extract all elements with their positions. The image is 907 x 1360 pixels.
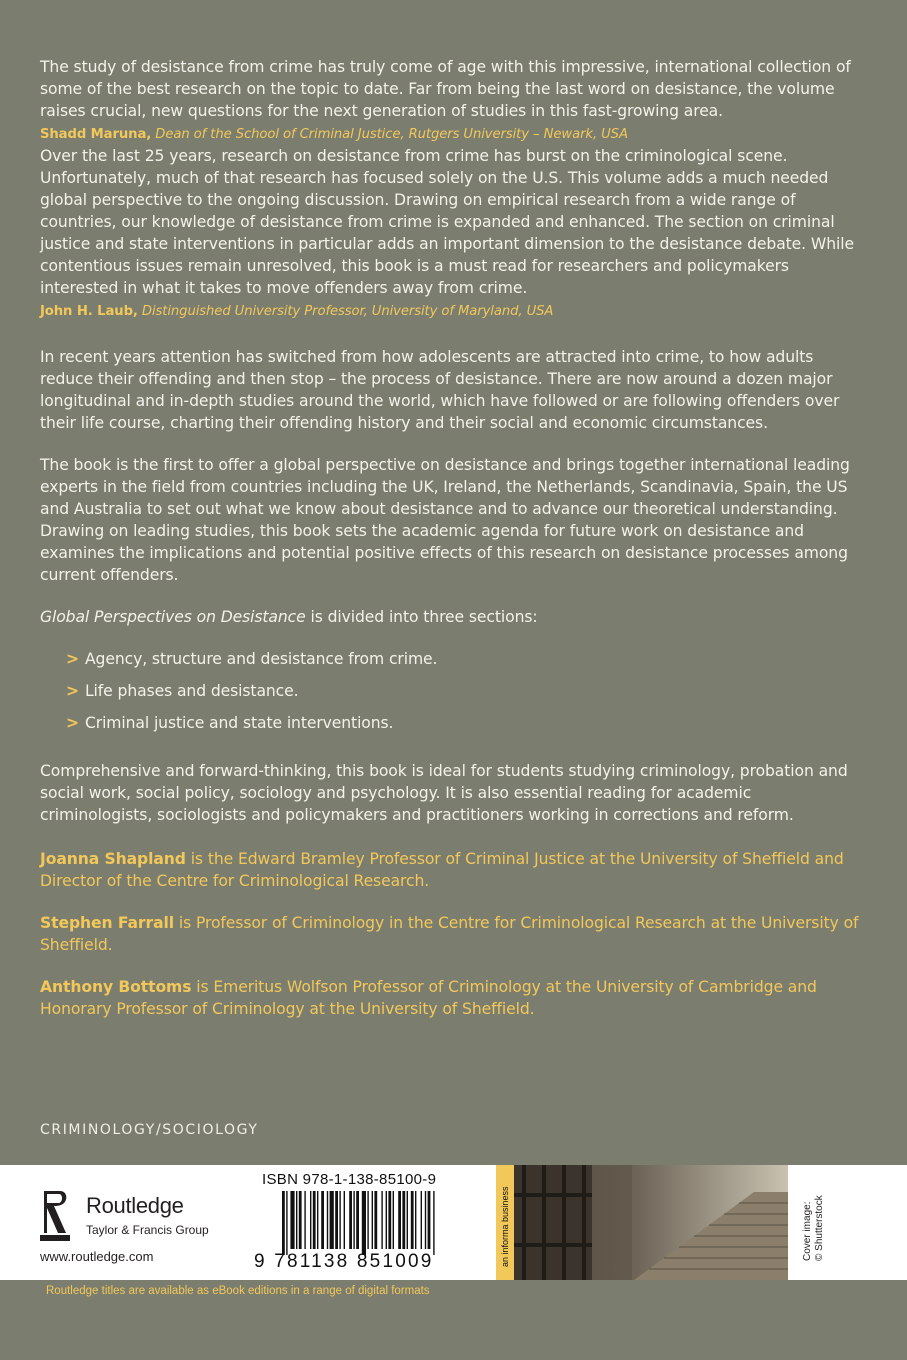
barcode-bar <box>374 1191 377 1249</box>
barcode-bar <box>286 1191 287 1255</box>
publisher-name: Routledge <box>86 1193 184 1218</box>
author-bio: Anthony Bottoms is Emeritus Wolfson Professor of Criminology at the University of Cambridge and Honorary Professor of Criminology at the University of Sheffield. <box>40 978 817 1018</box>
description-paragraph: Comprehensive and forward-thinking, this book is ideal for students studying criminology, probation and social work, social policy, sociology and psychology. It is also essential reading for academic criminologists, sociologists and policymakers and practitioners working in corrections and reform. <box>40 762 848 824</box>
barcode-bar <box>398 1191 401 1249</box>
cover-photo <box>514 1165 788 1280</box>
author-bio: Joanna Shapland is the Edward Bramley Professor of Criminal Justice at the University of Sheffield and Director of the Centre for Criminological Research. <box>40 850 844 890</box>
chevron-right-icon: > <box>66 682 79 700</box>
book-title: Global Perspectives on Desistance <box>40 608 306 626</box>
cover-credit-text: Cover image: © Shutterstock <box>802 1195 825 1261</box>
barcode-bar <box>428 1191 431 1249</box>
barcode-bar <box>415 1191 416 1249</box>
barcode-bar <box>411 1191 414 1249</box>
barcode-bar <box>402 1191 405 1249</box>
barcode-bar <box>367 1191 368 1249</box>
barcode-bar <box>282 1191 285 1255</box>
barcode-bar <box>304 1191 305 1249</box>
barcode-bar <box>330 1191 334 1249</box>
sections-list <box>40 648 860 734</box>
barcode-bar <box>372 1191 373 1249</box>
barcode-bar <box>290 1191 294 1249</box>
barcode-bar <box>317 1191 318 1249</box>
isbn-label: ISBN 978-1-138-85100-9 <box>262 1171 437 1188</box>
barcode-bar <box>296 1191 297 1249</box>
routledge-logo-icon <box>40 1189 70 1241</box>
description-paragraph: In recent years attention has switched from how adolescents are attracted into crime, to how adults reduce their offending and then stop – the process of desistance. There are now around a dozen major longitudinal and in-depth studies around the world, which have followed or are following offenders over their life course, charting their offending history and their social and economic circumstances. <box>40 348 840 432</box>
description-paragraph: The book is the first to offer a global perspective on desistance and brings together international leading experts in the field from countries including the UK, Ireland, the Netherlands, Scandinavia, Spain, the US and Australia to set out what we know about desistance and to advance our theoretical understanding. Drawing on leading studies, this book sets the academic agenda for future work on desistance and examines the implications and potential positive effects of this research on desistance processes among current offenders. <box>40 456 850 584</box>
list-item: > Life phases and desistance. <box>66 682 299 700</box>
endorser-name: John H. Laub, <box>40 304 138 319</box>
endorsement-attribution <box>40 127 628 142</box>
author-name: Joanna Shapland <box>40 850 186 868</box>
cover-credit <box>788 1165 907 1280</box>
ebook-notice: Routledge titles are available as eBook editions in a range of digital formats <box>46 1285 430 1297</box>
barcode-bar <box>433 1191 434 1255</box>
barcode-bar <box>386 1191 387 1249</box>
barcode-bar <box>339 1191 340 1249</box>
author-name: Anthony Bottoms <box>40 978 192 996</box>
barcode-bar <box>344 1191 345 1249</box>
endorsement-laub <box>40 145 860 322</box>
barcode-digits: 9 781138 851009 <box>254 1251 434 1272</box>
endorsement-quote: The study of desistance from crime has truly come of age with this impressive, international collection of some of the best research on the topic to date. Far from being the last word on desistance, the volume raises crucial, new questions for the next generation of studies in this fast-growing area. <box>40 58 851 120</box>
barcode-bar <box>321 1191 324 1249</box>
endorsement-attribution <box>40 304 553 319</box>
barcode-bar <box>313 1191 316 1249</box>
endorsement-maruna <box>40 56 860 145</box>
sections-intro: Global Perspectives on Desistance is divided into three sections: <box>40 608 538 626</box>
endorser-title: Distinguished University Professor, University of Maryland, USA <box>137 304 554 319</box>
barcode-bar <box>381 1191 382 1249</box>
publisher-vertical-mark: ROUTLEDGE <box>36 1179 42 1215</box>
barcode-bar <box>299 1191 302 1249</box>
endorser-name: Shadd Maruna, <box>40 127 152 142</box>
publisher-logo <box>36 1179 260 1249</box>
author-name: Stephen Farrall <box>40 914 174 932</box>
informa-label: an informa business <box>500 1186 510 1267</box>
endorser-title: Dean of the School of Criminal Justice, Rutgers University – Newark, USA <box>151 127 628 142</box>
publisher-group: Taylor & Francis Group <box>86 1223 209 1237</box>
chevron-right-icon: > <box>66 650 79 668</box>
publisher-website: www.routledge.com <box>40 1249 154 1264</box>
barcode-bar <box>421 1191 422 1249</box>
list-item: > Agency, structure and desistance from crime. <box>66 650 438 668</box>
subject-category: CRIMINOLOGY/SOCIOLOGY <box>40 1122 259 1138</box>
barcode-bar <box>356 1191 359 1249</box>
author-bio: Stephen Farrall is Professor of Criminology in the Centre for Criminological Research at the University of Sheffield. <box>40 914 859 954</box>
barcode-bar <box>407 1191 408 1249</box>
publisher-panel <box>0 1165 907 1280</box>
prison-stairs-image <box>514 1165 788 1280</box>
informa-strip <box>496 1165 514 1280</box>
barcode-bar <box>425 1191 426 1249</box>
barcode-bar <box>362 1191 366 1255</box>
barcode-icon <box>282 1191 478 1255</box>
endorsement-quote: Over the last 25 years, research on desistance from crime has burst on the criminological scene. Unfortunately, much of that research has focused solely on the U.S. This volume adds a much needed global perspective to the ongoing discussion. Drawing on empirical research from a wide range of countries, our knowledge of desistance from crime is expanded and enhanced. The section on criminal justice and state interventions in particular adds an important dimension to the desistance debate. While contentious issues remain unresolved, this book is a must read for researchers and policymakers interested in what it takes to move offenders away from crime. <box>40 147 854 297</box>
barcode-block <box>254 1165 496 1280</box>
barcode-bar <box>353 1191 354 1249</box>
barcode-bar <box>349 1191 352 1249</box>
barcode-bar <box>388 1191 391 1249</box>
barcode-bar <box>335 1191 338 1249</box>
barcode-bar <box>327 1191 328 1249</box>
barcode-bar <box>310 1191 311 1249</box>
list-item: > Criminal justice and state interventions. <box>66 714 394 732</box>
chevron-right-icon: > <box>66 714 79 732</box>
barcode-bar <box>393 1191 394 1249</box>
back-cover-text <box>40 56 860 1040</box>
